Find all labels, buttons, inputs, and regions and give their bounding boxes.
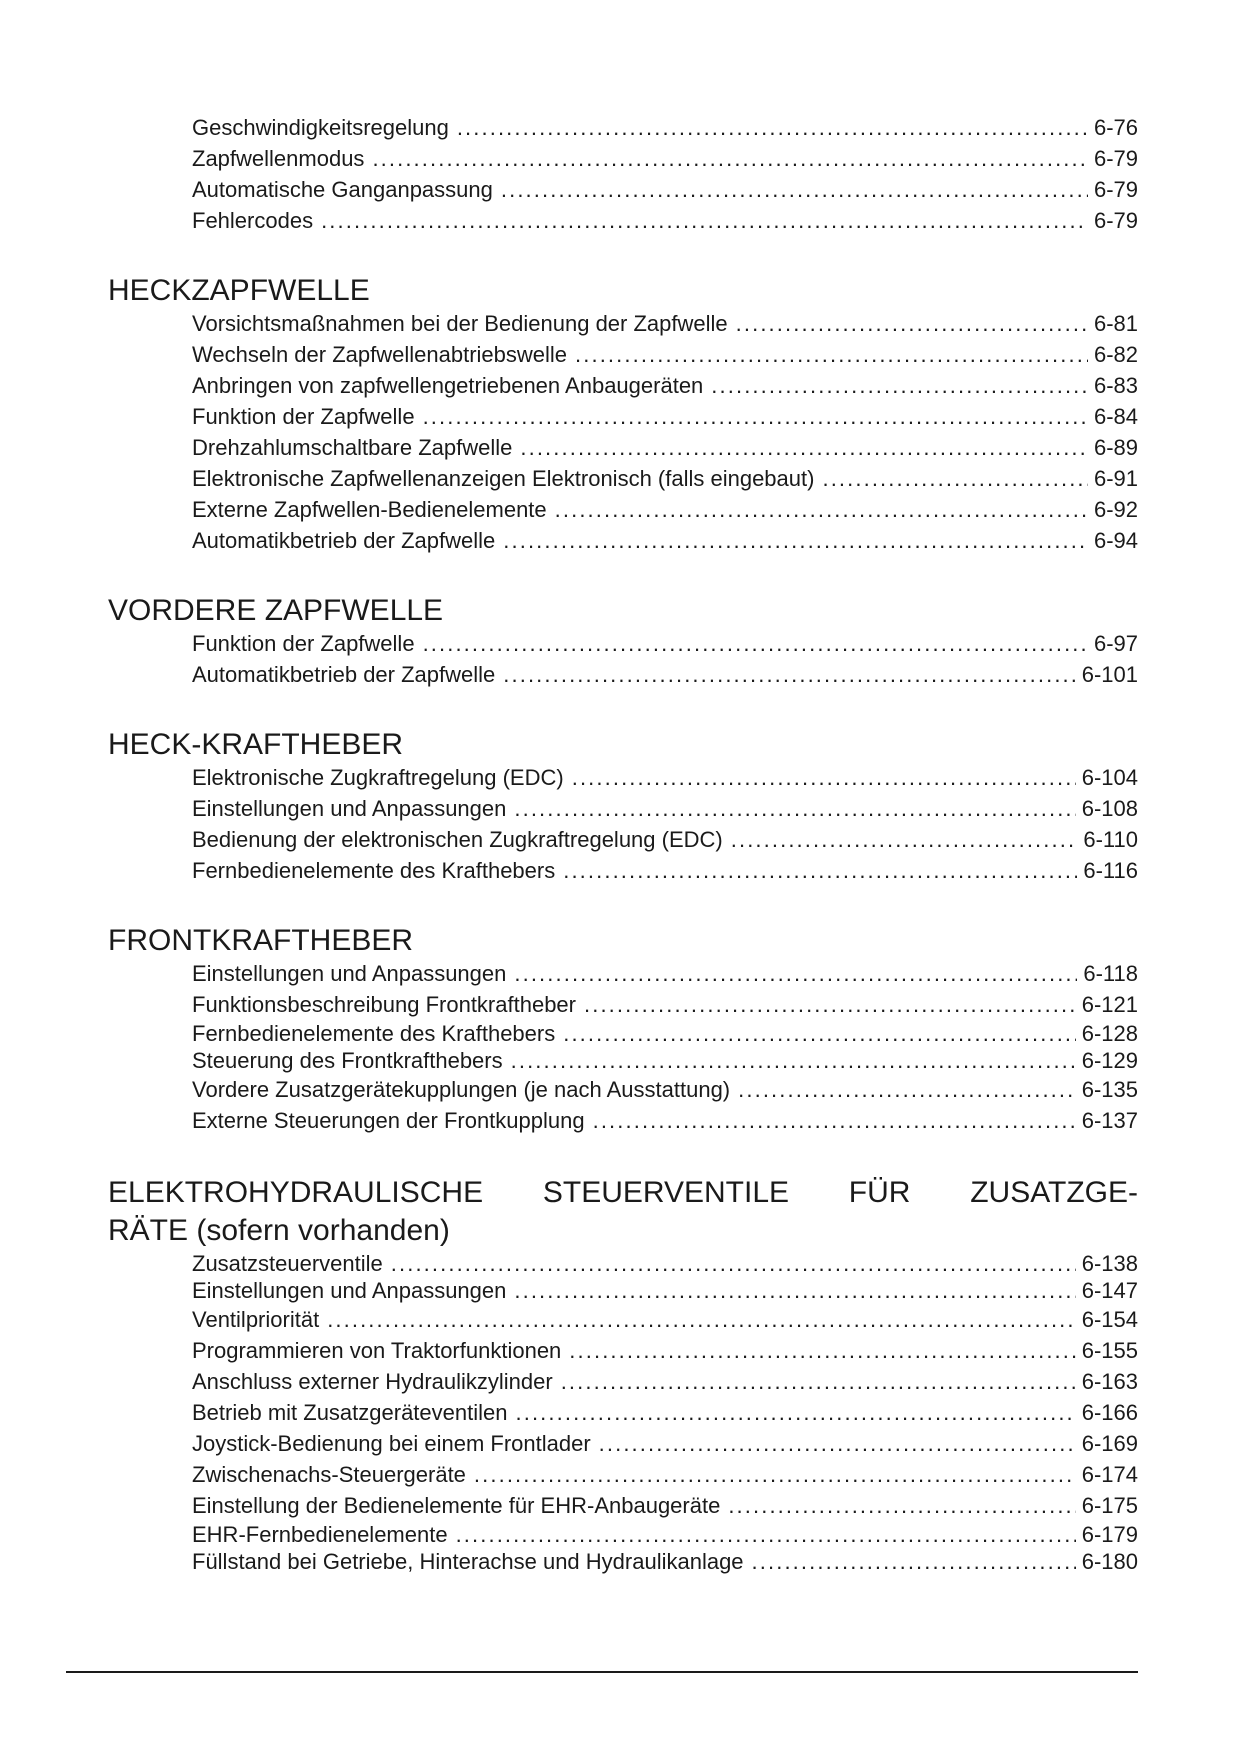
entry-title: Funktionsbeschreibung Frontkraftheber bbox=[192, 992, 576, 1017]
toc-entry[interactable] bbox=[192, 1105, 1138, 1136]
entry-title: Externe Steuerungen der Frontkupplung bbox=[192, 1108, 585, 1133]
entry-title: Vordere Zusatzgerätekupplungen (je nach Ausstattung) bbox=[192, 1077, 731, 1102]
section-heading bbox=[108, 1174, 1138, 1250]
entry-page: 6-94 bbox=[1093, 528, 1138, 553]
toc-entry[interactable] bbox=[192, 1397, 1138, 1428]
section-entries bbox=[192, 628, 1138, 690]
toc-entry[interactable] bbox=[192, 112, 1138, 143]
table-of-contents bbox=[108, 112, 1138, 1575]
entry-page: 6-79 bbox=[1093, 146, 1138, 171]
toc-entry[interactable] bbox=[192, 1020, 1138, 1047]
dot-leader bbox=[474, 1459, 1076, 1490]
toc-entry[interactable] bbox=[192, 1548, 1138, 1575]
toc-entry[interactable] bbox=[192, 1250, 1138, 1277]
entry-title: Drehzahlumschaltbare Zapfwelle bbox=[192, 435, 513, 460]
entry-title: Betrieb mit Zusatzgeräteventilen bbox=[192, 1400, 508, 1425]
dot-leader bbox=[822, 463, 1087, 494]
entry-page: 6-116 bbox=[1083, 858, 1138, 883]
toc-entry[interactable] bbox=[192, 494, 1138, 525]
toc-entry[interactable] bbox=[192, 432, 1138, 463]
dot-leader bbox=[555, 494, 1088, 525]
toc-entry[interactable] bbox=[192, 1428, 1138, 1459]
dot-leader bbox=[501, 174, 1088, 205]
entry-title: Zwischenachs-Steuergeräte bbox=[192, 1462, 466, 1487]
toc-entry[interactable] bbox=[192, 958, 1138, 989]
entry-title: Funktion der Zapfwelle bbox=[192, 404, 415, 429]
dot-leader bbox=[503, 659, 1075, 690]
dot-leader bbox=[593, 1105, 1076, 1136]
entry-title: Automatikbetrieb der Zapfwelle bbox=[192, 662, 496, 687]
entry-page: 6-76 bbox=[1093, 115, 1138, 140]
toc-entry[interactable] bbox=[192, 1366, 1138, 1397]
entry-title: Bedienung der elektronischen Zugkraftregelung (EDC) bbox=[192, 827, 723, 852]
entry-page: 6-179 bbox=[1081, 1522, 1138, 1547]
entry-title: Zusatzsteuerventile bbox=[192, 1251, 383, 1276]
dot-leader bbox=[516, 1397, 1076, 1428]
entry-title: Steuerung des Frontkrafthebers bbox=[192, 1048, 503, 1073]
section-heading-line-2: RÄTE (sofern vorhanden) bbox=[108, 1214, 450, 1247]
entry-page: 6-118 bbox=[1083, 961, 1138, 986]
toc-entry[interactable] bbox=[192, 339, 1138, 370]
entry-page: 6-137 bbox=[1081, 1108, 1138, 1133]
toc-entry[interactable] bbox=[192, 370, 1138, 401]
footer-rule bbox=[66, 1671, 1138, 1673]
entry-page: 6-166 bbox=[1081, 1400, 1138, 1425]
entry-title: Externe Zapfwellen-Bedienelemente bbox=[192, 497, 547, 522]
toc-entry[interactable] bbox=[192, 628, 1138, 659]
entry-title: Automatikbetrieb der Zapfwelle bbox=[192, 528, 496, 553]
toc-entry[interactable] bbox=[192, 762, 1138, 793]
toc-entry[interactable] bbox=[192, 174, 1138, 205]
entry-title: Zapfwellenmodus bbox=[192, 146, 365, 171]
toc-entry[interactable] bbox=[192, 1490, 1138, 1521]
toc-entry[interactable] bbox=[192, 989, 1138, 1020]
dot-leader bbox=[457, 112, 1088, 143]
section-entries bbox=[192, 308, 1138, 556]
section-heading: FRONTKRAFTHEBER bbox=[108, 924, 414, 957]
entry-page: 6-108 bbox=[1081, 796, 1138, 821]
entry-title: Elektronische Zapfwellenanzeigen Elektronisch (falls eingebaut) bbox=[192, 466, 815, 491]
dot-leader bbox=[514, 793, 1075, 824]
entry-page: 6-128 bbox=[1081, 1021, 1138, 1046]
entry-page: 6-138 bbox=[1081, 1251, 1138, 1276]
toc-entry[interactable] bbox=[192, 1047, 1138, 1074]
toc-section bbox=[108, 274, 1138, 556]
entry-page: 6-155 bbox=[1081, 1338, 1138, 1363]
entry-title: Wechseln der Zapfwellenabtriebswelle bbox=[192, 342, 568, 367]
entry-title: Automatische Ganganpassung bbox=[192, 177, 493, 202]
entry-title: Anschluss externer Hydraulikzylinder bbox=[192, 1369, 553, 1394]
entry-title: Anbringen von zapfwellengetriebenen Anbaugeräten bbox=[192, 373, 704, 398]
section-entries bbox=[192, 762, 1138, 886]
toc-entry[interactable] bbox=[192, 1277, 1138, 1304]
toc-entry[interactable] bbox=[192, 855, 1138, 886]
entry-page: 6-154 bbox=[1081, 1307, 1138, 1332]
entry-page: 6-89 bbox=[1093, 435, 1138, 460]
entry-page: 6-91 bbox=[1093, 466, 1138, 491]
dot-leader bbox=[423, 628, 1088, 659]
toc-entry[interactable] bbox=[192, 1521, 1138, 1548]
entry-page: 6-129 bbox=[1081, 1048, 1138, 1073]
section-entries bbox=[192, 1250, 1138, 1575]
dot-leader bbox=[584, 989, 1076, 1020]
entry-title: Funktion der Zapfwelle bbox=[192, 631, 415, 656]
toc-entry[interactable] bbox=[192, 143, 1138, 174]
dot-leader bbox=[569, 1335, 1075, 1366]
entry-title: Einstellungen und Anpassungen bbox=[192, 961, 507, 986]
entry-page: 6-180 bbox=[1081, 1549, 1138, 1574]
entry-page: 6-101 bbox=[1081, 662, 1138, 687]
dot-leader bbox=[423, 401, 1088, 432]
entry-title: Einstellung der Bedienelemente für EHR-Anbaugeräte bbox=[192, 1493, 721, 1518]
entry-title: Fernbedienelemente des Krafthebers bbox=[192, 858, 556, 883]
toc-entry[interactable] bbox=[192, 1459, 1138, 1490]
entry-title: Füllstand bei Getriebe, Hinterachse und Hydraulikanlage bbox=[192, 1549, 744, 1574]
entry-page: 6-169 bbox=[1081, 1431, 1138, 1456]
dot-leader bbox=[563, 855, 1077, 886]
entry-page: 6-79 bbox=[1093, 208, 1138, 233]
toc-entry[interactable] bbox=[192, 1335, 1138, 1366]
entry-page: 6-175 bbox=[1081, 1493, 1138, 1518]
entry-page: 6-84 bbox=[1093, 404, 1138, 429]
entry-title: Programmieren von Traktorfunktionen bbox=[192, 1338, 562, 1363]
toc-section bbox=[108, 1174, 1138, 1575]
dot-leader bbox=[728, 1490, 1075, 1521]
intro-entries bbox=[192, 112, 1138, 236]
toc-entry[interactable] bbox=[192, 793, 1138, 824]
entry-title: Joystick-Bedienung bei einem Frontlader bbox=[192, 1431, 591, 1456]
entry-title: Vorsichtsmaßnahmen bei der Bedienung der Zapfwelle bbox=[192, 311, 728, 336]
toc-entry[interactable] bbox=[192, 1074, 1138, 1105]
entry-page: 6-79 bbox=[1093, 177, 1138, 202]
dot-leader bbox=[321, 205, 1088, 236]
toc-entry[interactable] bbox=[192, 824, 1138, 855]
section-entries bbox=[192, 958, 1138, 1136]
entry-page: 6-174 bbox=[1081, 1462, 1138, 1487]
dot-leader bbox=[736, 308, 1088, 339]
dot-leader bbox=[511, 1047, 1076, 1074]
toc-entry[interactable] bbox=[192, 659, 1138, 690]
entry-page: 6-92 bbox=[1093, 497, 1138, 522]
toc-section bbox=[108, 594, 1138, 690]
dot-leader bbox=[711, 370, 1088, 401]
toc-entry[interactable] bbox=[192, 463, 1138, 494]
entry-title: Ventilpriorität bbox=[192, 1307, 320, 1332]
dot-leader bbox=[514, 958, 1077, 989]
entry-title: Einstellungen und Anpassungen bbox=[192, 1278, 507, 1303]
toc-entry[interactable] bbox=[192, 1304, 1138, 1335]
entry-page: 6-104 bbox=[1081, 765, 1138, 790]
dot-leader bbox=[503, 525, 1088, 556]
dot-leader bbox=[572, 762, 1076, 793]
dot-leader bbox=[372, 143, 1088, 174]
dot-leader bbox=[599, 1428, 1076, 1459]
dot-leader bbox=[563, 1020, 1075, 1047]
entry-page: 6-147 bbox=[1081, 1278, 1138, 1303]
section-heading-line-1: ELEKTROHYDRAULISCHE STEUERVENTILE FÜR ZUSATZGE- bbox=[108, 1176, 1138, 1209]
section-heading: HECK-KRAFTHEBER bbox=[108, 728, 404, 761]
toc-entry[interactable] bbox=[192, 205, 1138, 236]
entry-page: 6-163 bbox=[1081, 1369, 1138, 1394]
dot-leader bbox=[561, 1366, 1076, 1397]
entry-page: 6-121 bbox=[1081, 992, 1138, 1017]
section-heading: VORDERE ZAPFWELLE bbox=[108, 594, 444, 627]
dot-leader bbox=[391, 1250, 1076, 1277]
entry-title: EHR-Fernbedienelemente bbox=[192, 1522, 448, 1547]
entry-title: Fehlercodes bbox=[192, 208, 314, 233]
dot-leader bbox=[327, 1304, 1076, 1335]
entry-page: 6-135 bbox=[1081, 1077, 1138, 1102]
entry-title: Geschwindigkeitsregelung bbox=[192, 115, 449, 140]
entry-page: 6-83 bbox=[1093, 373, 1138, 398]
dot-leader bbox=[575, 339, 1088, 370]
toc-section bbox=[108, 924, 1138, 1136]
dot-leader bbox=[456, 1521, 1076, 1548]
dot-leader bbox=[738, 1074, 1076, 1105]
entry-title: Elektronische Zugkraftregelung (EDC) bbox=[192, 765, 564, 790]
toc-entry[interactable] bbox=[192, 525, 1138, 556]
entry-title: Fernbedienelemente des Krafthebers bbox=[192, 1021, 556, 1046]
entry-page: 6-82 bbox=[1093, 342, 1138, 367]
dot-leader bbox=[752, 1548, 1076, 1575]
dot-leader bbox=[520, 432, 1088, 463]
dot-leader bbox=[731, 824, 1078, 855]
toc-entry[interactable] bbox=[192, 401, 1138, 432]
entry-page: 6-97 bbox=[1093, 631, 1138, 656]
entry-page: 6-81 bbox=[1093, 311, 1138, 336]
section-heading: HECKZAPFWELLE bbox=[108, 274, 370, 307]
dot-leader bbox=[514, 1277, 1075, 1304]
entry-title: Einstellungen und Anpassungen bbox=[192, 796, 507, 821]
toc-section bbox=[108, 728, 1138, 886]
toc-entry[interactable] bbox=[192, 308, 1138, 339]
entry-page: 6-110 bbox=[1083, 827, 1138, 852]
